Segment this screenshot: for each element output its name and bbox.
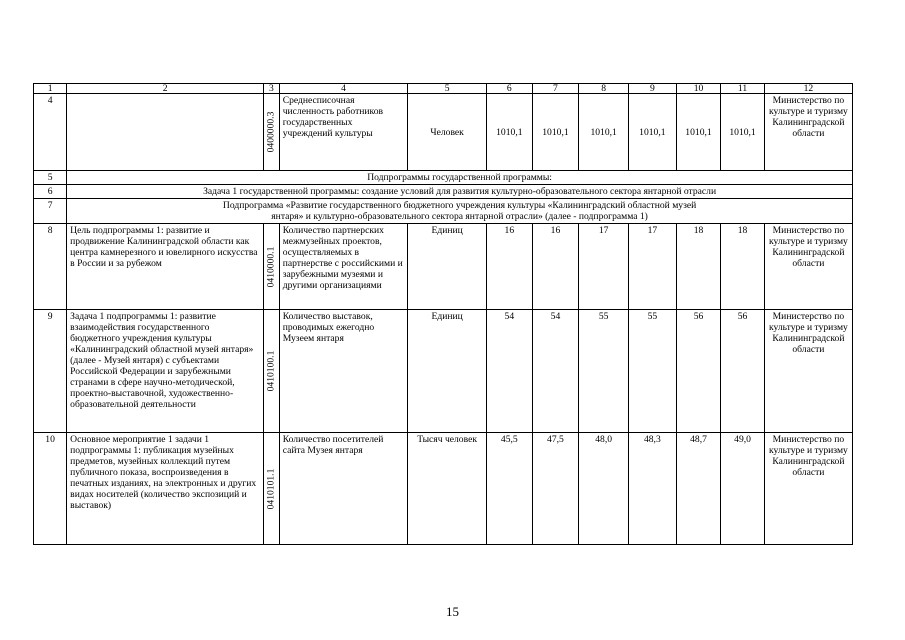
code-cell xyxy=(264,224,280,310)
value-cell: 48,7 xyxy=(676,433,721,545)
value-cell: 1010,1 xyxy=(721,94,765,171)
goal-cell xyxy=(67,94,264,171)
value-cell: 1010,1 xyxy=(532,94,579,171)
value-cell: 47,5 xyxy=(532,433,579,545)
value-cell: 1010,1 xyxy=(629,94,677,171)
value-cell: 56 xyxy=(721,310,765,433)
row-number: 8 xyxy=(34,224,67,310)
code-cell xyxy=(264,433,280,545)
value-cell: 1010,1 xyxy=(676,94,721,171)
value-cell: 16 xyxy=(532,224,579,310)
column-number-row xyxy=(34,84,853,94)
ministry-cell: Министерство по культуре и туризму Калининградской области xyxy=(764,94,852,171)
row-number: 7 xyxy=(34,199,67,224)
code-text: 0410101.1 xyxy=(265,468,277,509)
section-row xyxy=(34,185,853,199)
value-cell: 48,3 xyxy=(629,433,677,545)
table-row xyxy=(34,224,853,310)
value-cell: 55 xyxy=(579,310,629,433)
column-number: 1 xyxy=(34,84,67,94)
indicator-cell: Среднесписочная численность работников государственных учреждений культуры xyxy=(279,94,408,171)
code-cell xyxy=(264,310,280,433)
unit-cell: Единиц xyxy=(408,310,487,433)
code-text: 0410100.1 xyxy=(265,350,277,392)
table-row xyxy=(34,94,853,171)
section-row xyxy=(34,199,853,224)
value-cell: 45,5 xyxy=(487,433,533,545)
value-cell: 48,0 xyxy=(579,433,629,545)
value-cell: 1010,1 xyxy=(579,94,629,171)
value-cell: 16 xyxy=(487,224,533,310)
indicators-table xyxy=(33,83,853,545)
column-number: 2 xyxy=(67,84,264,94)
row-number: 9 xyxy=(34,310,67,433)
value-cell: 49,0 xyxy=(721,433,765,545)
column-number: 8 xyxy=(579,84,629,94)
column-number: 4 xyxy=(279,84,408,94)
section-heading: Задача 1 государственной программы: создание условий для развития культурно-образовательного сектора янтарной отрасли xyxy=(67,185,853,199)
row-number: 5 xyxy=(34,171,67,185)
value-cell: 54 xyxy=(487,310,533,433)
column-number: 9 xyxy=(629,84,677,94)
value-cell: 18 xyxy=(676,224,721,310)
column-number: 6 xyxy=(487,84,533,94)
section-heading: Подпрограммы государственной программы: xyxy=(67,171,853,185)
column-number: 7 xyxy=(532,84,579,94)
value-cell: 1010,1 xyxy=(487,94,533,171)
column-number: 10 xyxy=(676,84,721,94)
indicator-cell: Количество партнерских межмузейных проектов, осуществляемых в партнерстве с российскими и зарубежными музеями и другими организациями xyxy=(279,224,408,310)
ministry-cell: Министерство по культуре и туризму Калининградской области xyxy=(764,310,852,433)
code-text: 0410000.1 xyxy=(265,246,277,287)
indicator-cell: Количество посетителей сайта Музея янтаря xyxy=(279,433,408,545)
table-row xyxy=(34,310,853,433)
column-number: 3 xyxy=(264,84,280,94)
row-number: 6 xyxy=(34,185,67,199)
unit-cell: Человек xyxy=(408,94,487,171)
code-cell xyxy=(264,94,280,171)
unit-cell: Единиц xyxy=(408,224,487,310)
value-cell: 17 xyxy=(629,224,677,310)
page-number: 15 xyxy=(446,604,459,619)
code-text: 0400000.3 xyxy=(265,111,277,153)
column-number: 12 xyxy=(764,84,852,94)
value-cell: 54 xyxy=(532,310,579,433)
goal-cell: Цель подпрограммы 1: развитие и продвижение Калининградской области как центра камнерезного и ювелирного искусства в России и за рубежом xyxy=(67,224,264,310)
value-cell: 17 xyxy=(579,224,629,310)
ministry-cell: Министерство по культуре и туризму Калининградской области xyxy=(764,224,852,310)
unit-cell: Тысяч человек xyxy=(408,433,487,545)
column-number: 5 xyxy=(408,84,487,94)
value-cell: 56 xyxy=(676,310,721,433)
section-row xyxy=(34,171,853,185)
section-heading: Подпрограмма «Развитие государственного бюджетного учреждения культуры «Калининградский областной музей янтаря» и культурно-образовательного сектора янтарной отрасли» (далее - подпрограмма 1) xyxy=(67,199,853,224)
row-number: 10 xyxy=(34,433,67,545)
table-row xyxy=(34,433,853,545)
column-number: 11 xyxy=(721,84,765,94)
value-cell: 55 xyxy=(629,310,677,433)
ministry-cell: Министерство по культуре и туризму Калининградской области xyxy=(764,433,852,545)
indicator-cell: Количество выставок, проводимых ежегодно Музеем янтаря xyxy=(279,310,408,433)
row-number: 4 xyxy=(34,94,67,171)
goal-cell: Основное мероприятие 1 задачи 1 подпрограммы 1: публикация музейных предметов, музейных коллекций путем публичного показа, воспроизведения в печатных изданиях, на электронных и других видах носителей (количество экспозиций и выставок) xyxy=(67,433,264,545)
value-cell: 18 xyxy=(721,224,765,310)
goal-cell: Задача 1 подпрограммы 1: развитие взаимодействия государственного бюджетного учреждения культуры «Калининградский областной музей янтаря» (далее - Музей янтаря) с субъектами Российской Федерации и зарубежными странами в сфере научно-методической, проектно-выставочной, художественно-образовательной деятельности xyxy=(67,310,264,433)
